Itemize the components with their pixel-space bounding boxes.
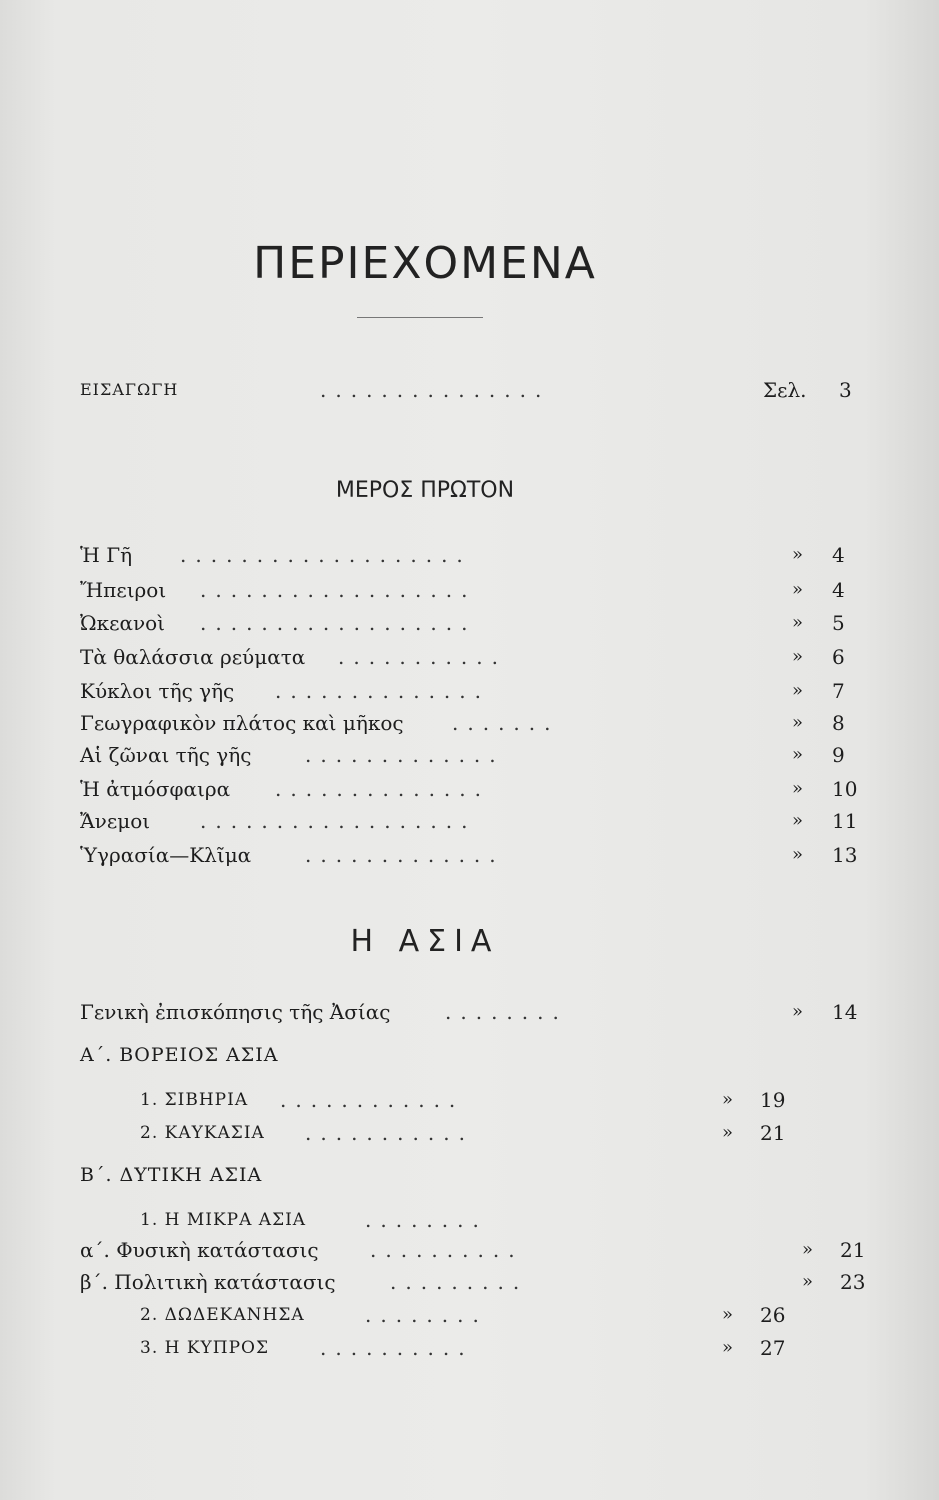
toc-entry (140, 1300, 800, 1330)
toc-entry (140, 1205, 800, 1235)
page-number: 8 (832, 711, 845, 735)
toc-entry-label: Ὑγρασία—Κλῖμα (80, 843, 252, 867)
toc-entry-label: Αἱ ζῶναι τῆς γῆς (80, 743, 252, 767)
leader-dots: ........ (365, 1303, 488, 1327)
title-divider (357, 317, 483, 318)
toc-entry-label: Ἄνεμοι (80, 809, 151, 833)
ditto-marker: » (722, 1122, 734, 1143)
toc-entry-label: 3. Η ΚΥΠΡΟΣ (140, 1338, 269, 1358)
ditto-marker: » (792, 612, 804, 633)
toc-entry (80, 575, 845, 605)
toc-entry (80, 774, 858, 804)
leader-dots: .................. (200, 809, 477, 833)
toc-entry-label: Ὠκεανοὶ (80, 611, 165, 635)
leader-dots: .......... (370, 1238, 524, 1262)
toc-entry (80, 806, 858, 836)
page-number: 19 (760, 1088, 786, 1112)
page-number: 4 (832, 578, 845, 602)
toc-entry (80, 608, 845, 638)
page-number: 5 (832, 611, 845, 635)
toc-entry-label: Ἡ ἀτμόσφαιρα (80, 777, 231, 801)
toc-entry-label: α΄. Φυσικὴ κατάστασις (80, 1238, 319, 1262)
leader-dots: ........ (365, 1208, 488, 1232)
toc-entry (80, 840, 858, 870)
toc-entry-label: Ἤπειροι (80, 578, 167, 602)
leader-dots: ........... (338, 645, 507, 669)
ditto-marker: » (722, 1304, 734, 1325)
ditto-marker: » (792, 810, 804, 831)
leader-dots: .............. (275, 679, 491, 703)
leader-dots: ........... (305, 1121, 474, 1145)
leader-dots: ............ (280, 1088, 465, 1112)
ditto-marker: » (792, 680, 804, 701)
toc-entry-label: Τὰ θαλάσσια ρεύματα (80, 645, 306, 669)
ditto-marker: » (792, 778, 804, 799)
leader-dots: .................. (200, 578, 477, 602)
toc-entry (80, 740, 845, 770)
leader-dots: ........ (445, 1000, 568, 1024)
toc-entry (80, 708, 845, 738)
ditto-marker: » (722, 1089, 734, 1110)
toc-entry (140, 1085, 800, 1115)
leader-dots: ................... (180, 543, 472, 567)
ditto-marker: » (792, 646, 804, 667)
toc-entry-label: 1. ΣΙΒΗΡΙΑ (140, 1090, 249, 1110)
toc-entry-overview (80, 997, 858, 1027)
page-number: 14 (832, 1000, 858, 1024)
leader-dots: .............. (275, 777, 491, 801)
toc-entry-intro (80, 375, 852, 405)
leader-dots: ....... (452, 711, 560, 735)
subsection-title: Β΄. ΔΥΤΙΚΗ ΑΣΙΑ (80, 1164, 263, 1186)
ditto-marker: » (792, 712, 804, 733)
ditto-marker: » (792, 744, 804, 765)
toc-entry-label: Γεωγραφικὸν πλάτος καὶ μῆκος (80, 711, 404, 735)
toc-entry (80, 642, 845, 672)
page-number: 13 (832, 843, 858, 867)
toc-entry (80, 540, 845, 570)
part-one-heading: ΜΕΡΟΣ ΠΡΩΤΟΝ (335, 478, 515, 503)
leader-dots: ............... (320, 378, 551, 402)
ditto-marker: » (792, 579, 804, 600)
leader-dots: .......... (320, 1336, 474, 1360)
toc-entry-label: 2. ΔΩΔΕΚΑΝΗΣΑ (140, 1305, 305, 1325)
toc-entry (80, 1267, 866, 1297)
page-number: 21 (840, 1238, 866, 1262)
leader-dots: ............. (305, 743, 505, 767)
ditto-marker: » (802, 1271, 814, 1292)
ditto-marker: » (792, 844, 804, 865)
ditto-marker: » (792, 544, 804, 565)
toc-entry-label: Γενικὴ ἐπισκόπησις τῆς Ἀσίας (80, 1000, 391, 1024)
toc-entry (140, 1333, 800, 1363)
toc-entry (80, 1235, 866, 1265)
page-number: 9 (832, 743, 845, 767)
page-number: 10 (832, 777, 858, 801)
page-number: 6 (832, 645, 845, 669)
ditto-marker: » (792, 1001, 804, 1022)
toc-entry-label: β΄. Πολιτικὴ κατάστασις (80, 1270, 336, 1294)
ditto-marker: » (802, 1239, 814, 1260)
page-number: 4 (832, 543, 845, 567)
page-number: 26 (760, 1303, 786, 1327)
page-number: 7 (832, 679, 845, 703)
toc-entry-label: Ἡ Γῆ (80, 543, 133, 567)
page-number: 23 (840, 1270, 866, 1294)
subsection-title: Α΄. ΒΟΡΕΙΟΣ ΑΣΙΑ (80, 1044, 279, 1066)
toc-entry (140, 1118, 800, 1148)
asia-heading: Η ΑΣΙΑ (350, 924, 500, 959)
ditto-marker: » (722, 1337, 734, 1358)
page-number: 11 (832, 809, 858, 833)
page-number: 21 (760, 1121, 786, 1145)
page-prefix: Σελ. (763, 378, 807, 402)
toc-entry (80, 676, 845, 706)
subsection-heading-north (80, 1040, 800, 1070)
page-number: 27 (760, 1336, 786, 1360)
leader-dots: ............. (305, 843, 505, 867)
leader-dots: ......... (390, 1270, 529, 1294)
toc-entry-label: 1. Η ΜΙΚΡΑ ΑΣΙΑ (140, 1210, 307, 1230)
page-title: ΠΕΡΙΕΧΟΜΕΝΑ (253, 238, 597, 289)
leader-dots: .................. (200, 611, 477, 635)
toc-entry-label: ΕΙΣΑΓΩΓΗ (80, 380, 179, 399)
toc-entry-label: Κύκλοι τῆς γῆς (80, 679, 235, 703)
toc-entry-label: 2. ΚΑΥΚΑΣΙΑ (140, 1123, 265, 1143)
subsection-heading-west (80, 1160, 800, 1190)
page-number: 3 (839, 378, 852, 402)
